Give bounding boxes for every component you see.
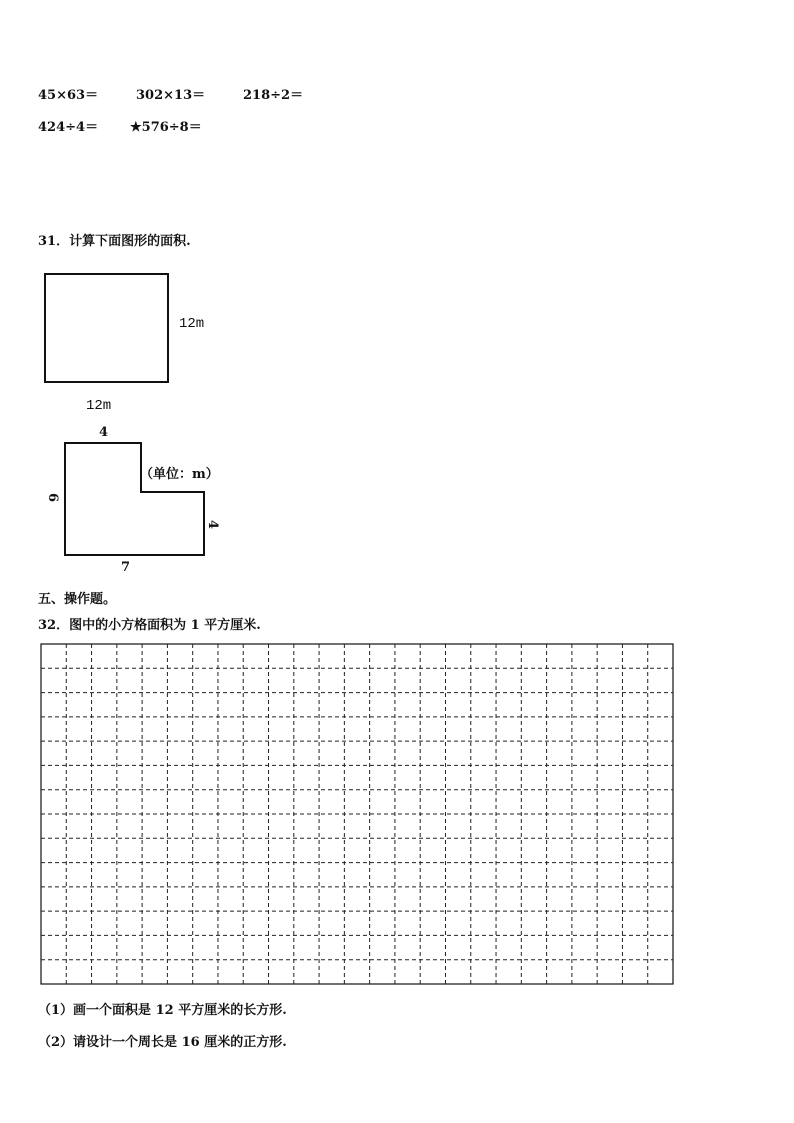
l-left-label: 6: [45, 492, 61, 503]
calc-item-1: 45×63＝: [38, 88, 99, 103]
calc-item-5: ★576÷8＝: [130, 120, 202, 135]
square-bottom-label: 12m: [86, 398, 112, 414]
calc-item-2: 302×13＝: [136, 88, 206, 103]
q31-title: 31．计算下面图形的面积.: [38, 234, 191, 249]
l-bottom-label: 7: [121, 560, 131, 575]
q32-part2: （2）请设计一个周长是 16 厘米的正方形.: [38, 1035, 287, 1050]
q32-part1: （1）画一个面积是 12 平方厘米的长方形.: [38, 1003, 287, 1018]
calc-item-4: 424÷4＝: [38, 120, 99, 135]
square-grid: [41, 644, 673, 984]
section5-title: 五、操作题。: [38, 592, 117, 607]
calc-item-3: 218÷2＝: [243, 88, 304, 103]
l-right-label: 4: [205, 519, 221, 530]
unit-label: （单位：m）: [140, 467, 219, 482]
l-shape-figure: [65, 443, 204, 555]
q32-title: 32．图中的小方格面积为 1 平方厘米.: [38, 618, 261, 633]
square-figure: [45, 274, 168, 382]
square-side-label: 12m: [179, 316, 205, 332]
l-top-label: 4: [99, 425, 109, 440]
